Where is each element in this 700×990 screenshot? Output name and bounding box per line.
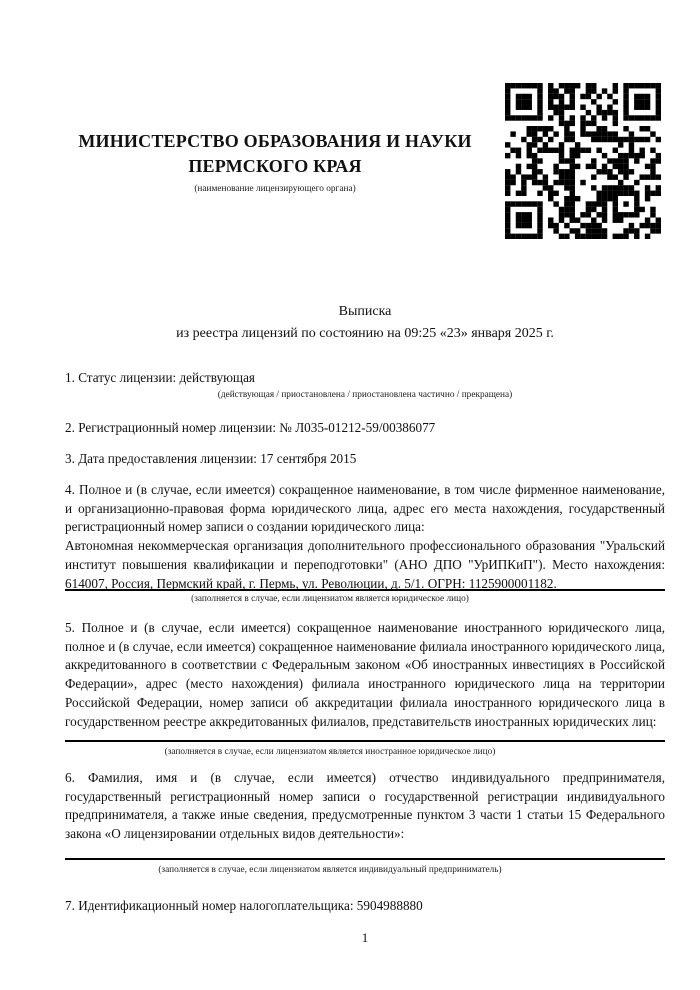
item-license-status-caption: (действующая / приостановлена / приостановлена частично / прекращена) — [217, 390, 513, 400]
item-license-grant-date: 3. Дата предоставления лицензии: 17 сентября 2015 — [65, 451, 357, 466]
extract-title-line2: из реестра лицензий по состоянию на 09:25 «23» января 2025 г. — [176, 326, 554, 341]
extract-title-line1: Выписка — [338, 304, 392, 319]
page-number: 1 — [361, 930, 369, 945]
qr-code-icon — [505, 83, 661, 243]
extract-title — [65, 301, 665, 345]
ministry-name-line2: ПЕРМСКОГО КРАЯ — [188, 156, 362, 176]
item-individual-entrepreneur-caption: (заполняется в случае, если лицензиатом является индивидуальный предприниматель) — [158, 865, 502, 875]
item-foreign-entity-caption: (заполняется в случае, если лицензиатом является иностранное юридическое лицо) — [164, 747, 496, 757]
separator-line — [65, 858, 665, 860]
item-foreign-entity: 5. Полное и (в случае, если имеется) сокращенное наименование иностранного юридического лица, полное и (в случае, если имеется) сокращенное наименование филиала иностранного юридического лица, аккредитованного в соответствии с Федеральным законом «Об иностранных инвестициях в Российской Федерации», адрес (место нахождения) филиала иностранного юридического лица на территории Российской Федерации, номер записи об аккредитации филиала иностранного юридического лица в государственном реестре аккредитованных филиалов, представительств иностранных юридических лиц: — [65, 620, 665, 729]
separator-line — [65, 589, 665, 591]
ministry-name-line1: МИНИСТЕРСТВО ОБРАЗОВАНИЯ И НАУКИ — [78, 131, 472, 151]
item-legal-entity-question: 4. Полное и (в случае, если имеется) сокращенное наименование, в том числе фирменное наименование, и организационно-правовая форма юридического лица, адрес его места нахождения, государственный регистрационный номер записи о создании юридического лица: — [65, 482, 665, 535]
authority-caption: (наименование лицензирующего органа) — [194, 184, 356, 194]
item-registration-number: 2. Регистрационный номер лицензии: № Л035-01212-59/00386077 — [65, 420, 436, 435]
licensing-authority-header — [65, 129, 485, 195]
item-license-status: 1. Статус лицензии: действующая — [65, 370, 256, 385]
item-individual-entrepreneur: 6. Фамилия, имя и (в случае, если имеется) отчество индивидуального предпринимателя, государственный регистрационный номер записи о государственной регистрации индивидуального предпринимателя, а также иные сведения, предусмотренные пунктом 3 части 1 статьи 15 Федерального закона «О лицензировании отдельных видов деятельности»: — [65, 770, 665, 842]
item-legal-entity-caption: (заполняется в случае, если лицензиатом является юридическое лицо) — [191, 594, 469, 604]
separator-line — [65, 740, 665, 742]
item-legal-entity-answer: Автономная некоммерческая организация дополнительного профессионального образования "Уральский институт повышения квалификации и переподготовки" (АНО ДПО "УрИПКиП"). Место нахождения: 614007, Россия, Пермский край, г. Пермь, ул. Революции, д. 5/1. ОГРН: 1125900001182. — [65, 538, 665, 591]
item-taxpayer-id: 7. Идентификационный номер налогоплательщика: 5904988880 — [65, 898, 423, 913]
item-legal-entity — [65, 481, 665, 593]
